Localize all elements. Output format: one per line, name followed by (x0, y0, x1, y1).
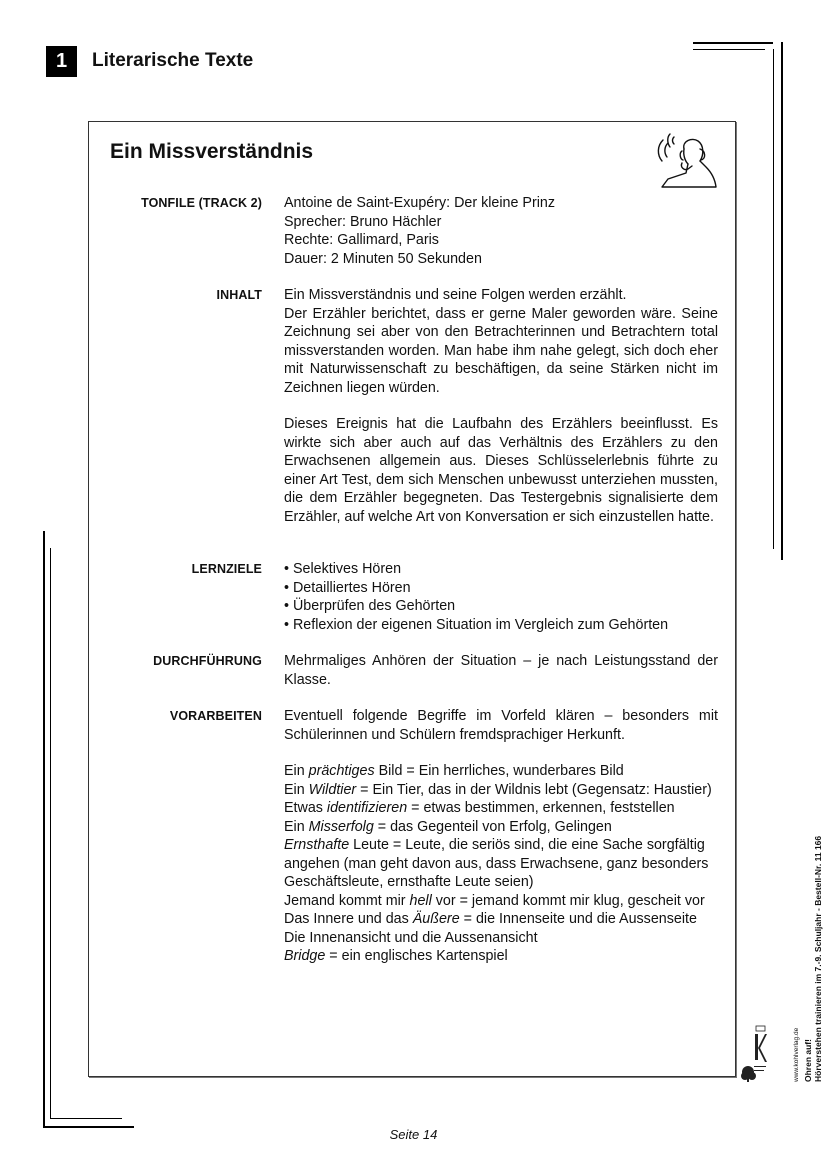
vocab-item: Ernsthafte Leute = Leute, die seriös sind, die eine Sache sorgfältig angehen (man geht davon aus, dass Erwachsene, ganz besonders Geschäftsleute, ernsthafte Leute seien) (284, 837, 709, 890)
lernziele-list (284, 560, 718, 634)
page-number: Seite 14 (389, 1127, 438, 1142)
card-title: Ein Missverständnis (110, 140, 314, 163)
side-imprint-title: Ohren auf! (803, 1039, 813, 1082)
list-item: • Reflexion der eigenen Situation im Vergleich zum Gehörten (284, 616, 669, 633)
vocab-item: Ein Wildtier = Ein Tier, das in der Wildnis lebt (Gegensatz: Haustier) (284, 781, 712, 798)
tonfile-line: Dauer: 2 Minuten 50 Sekunden (284, 250, 482, 267)
vocab-item: Ein Misserfolg = das Gegenteil von Erfolg, Gelingen (284, 818, 612, 835)
vocab-item: Bridge = ein englisches Kartenspiel (284, 948, 508, 964)
chapter-number: 1 (46, 46, 77, 77)
list-item: • Detailliertes Hören (284, 579, 411, 596)
frame-line-top-right-horizontal-inner (693, 49, 765, 50)
publisher-website: www.kohlverlag.de (793, 1027, 800, 1082)
kohl-verlag-logo (740, 1020, 768, 1082)
label-lernziele: LERNZIELE (191, 562, 262, 576)
vorarbeiten-content (284, 707, 718, 966)
label-inhalt: INHALT (216, 288, 262, 302)
listener-headphones-icon (654, 133, 720, 191)
tonfile-content (284, 194, 718, 268)
frame-line-right-vertical-inner (773, 49, 774, 549)
durchfuehrung-text: Mehrmaliges Anhören der Situation – je nach Leistungsstand der Klasse. (284, 653, 718, 688)
vorarbeiten-intro: Eventuell folgende Begriffe im Vorfeld klären – besonders mit Schülerinnen und Schülern fremdsprachiger Herkunft. (284, 708, 718, 743)
tonfile-line: Antoine de Saint-Exupéry: Der kleine Prinz (284, 195, 555, 211)
vocab-item: Jemand kommt mir hell vor = jemand kommt mir klug, gescheit vor (284, 892, 705, 909)
tonfile-line: Rechte: Gallimard, Paris (284, 232, 439, 248)
chapter-title: Literarische Texte (92, 50, 254, 71)
list-item: • Überprüfen des Gehörten (284, 598, 456, 614)
label-durchfuehrung: DURCHFÜHRUNG (153, 654, 262, 668)
frame-line-left-vertical-inner (50, 548, 51, 1119)
tonfile-line: Sprecher: Bruno Hächler (284, 213, 442, 230)
list-item: • Selektives Hören (284, 561, 402, 577)
inhalt-content (284, 286, 718, 526)
vocab-item: Das Innere und das Äußere = die Innenseite und die Aussenseite Die Innenansicht und die Aussenansicht (284, 911, 697, 946)
side-imprint-subtitle: Hörverstehen trainieren im 7.-9. Schuljahr - Bestell-Nr. 11 166 (813, 835, 823, 1082)
inhalt-paragraph: Dieses Ereignis hat die Laufbahn des Erzählers beeinflusst. Es wirkte sich aber auch auf das Verhältnis des Erzählers zu den Erwachsenen allgemein aus. Dieses Schlüsselerlebnis führte zu einer Art Test, dem sich Menschen unbewusst unterziehen mussten, die dem Erzähler begegneten. Das Testergebnis signalisierte dem Erzähler, auf welche Art von Konversation er sich einzustellen hatte. (284, 416, 718, 525)
inhalt-paragraph: Der Erzähler berichtet, dass er gerne Maler geworden wäre. Seine Zeichnung sei aber von den Betrachterinnen und Betrachtern total missverstanden worden. Man habe ihm nahe gelegt, sich doch eher mit Naturwissenschaft zu beschäftigen, da seine Stärken nicht im Zeichnen liegen würden. (284, 305, 718, 396)
side-imprint (803, 836, 823, 1082)
label-tonfile: TONFILE (TRACK 2) (141, 196, 262, 210)
label-vorarbeiten: VORARBEITEN (169, 709, 262, 723)
frame-line-top-right-horizontal (693, 42, 773, 44)
frame-line-bottom-left-horizontal-inner (50, 1118, 122, 1119)
inhalt-intro: Ein Missverständnis und seine Folgen werden erzählt. (284, 287, 627, 303)
vocab-item: Ein prächtiges Bild = Ein herrliches, wunderbares Bild (284, 763, 624, 779)
frame-line-left-vertical (43, 531, 45, 1127)
frame-line-right-vertical (781, 42, 783, 560)
vocab-item: Etwas identifizieren = etwas bestimmen, erkennen, feststellen (284, 800, 675, 816)
